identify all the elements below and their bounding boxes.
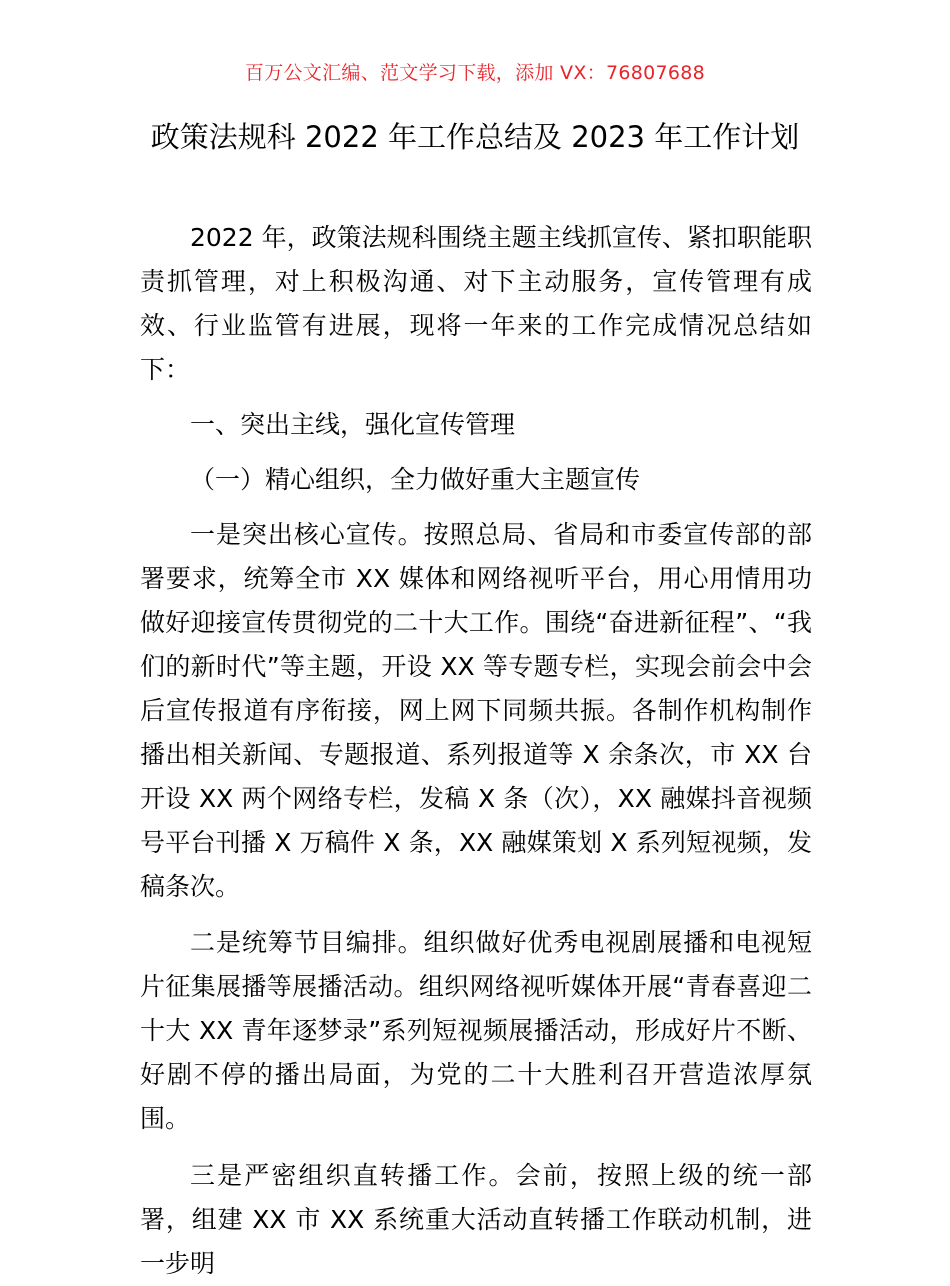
intro-paragraph: 2022 年，政策法规科围绕主题主线抓宣传、紧扣职能职责抓管理，对上积极沟通、对下主动服务，宣传管理有成效、行业监管有进展，现将一年来的工作完成情况总结如下： [140,223,812,384]
subsection-heading: （一）精心组织，全力做好重大主题宣传 [190,465,641,494]
watermark-banner: 百万公文汇编、范文学习下载，添加 VX：76807688 [244,62,706,84]
section-heading: 一、突出主线，强化宣传管理 [190,410,516,439]
document-title: 政策法规科 2022 年工作总结及 2023 年工作计划 [150,120,800,154]
body-paragraph: 一是突出核心宣传。按照总局、省局和市委宣传部的部署要求，统筹全市 XX 媒体和网络视听平台，用心用情用功做好迎接宣传贯彻党的二十大工作。围绕“奋进新征程”、“我们的新时代”等主题，开设 XX 等专题专栏，实现会前会中会后宣传报道有序衔接，网上网下同频共振。各制作机构制作播出相关新闻、专题报道、系列报道等 X 余条次，市 XX 台开设 XX 两个网络专栏，发稿 X 条（次），XX 融媒抖音视频号平台刊播 X 万稿件 X 条，XX 融媒策划 X 系列短视频，发稿条次。 [140,520,812,901]
document-body [140,216,812,1286]
body-paragraph: 二是统筹节目编排。组织做好优秀电视剧展播和电视短片征集展播等展播活动。组织网络视听媒体开展“青春喜迎二十大 XX 青年逐梦录”系列短视频展播活动，形成好片不断、好剧不停的播出局面，为党的二十大胜利召开营造浓厚氛围。 [140,928,812,1133]
body-paragraph: 三是严密组织直转播工作。会前，按照上级的统一部署，组建 XX 市 XX 系统重大活动直转播工作联动机制，进一步明 [140,1161,812,1278]
